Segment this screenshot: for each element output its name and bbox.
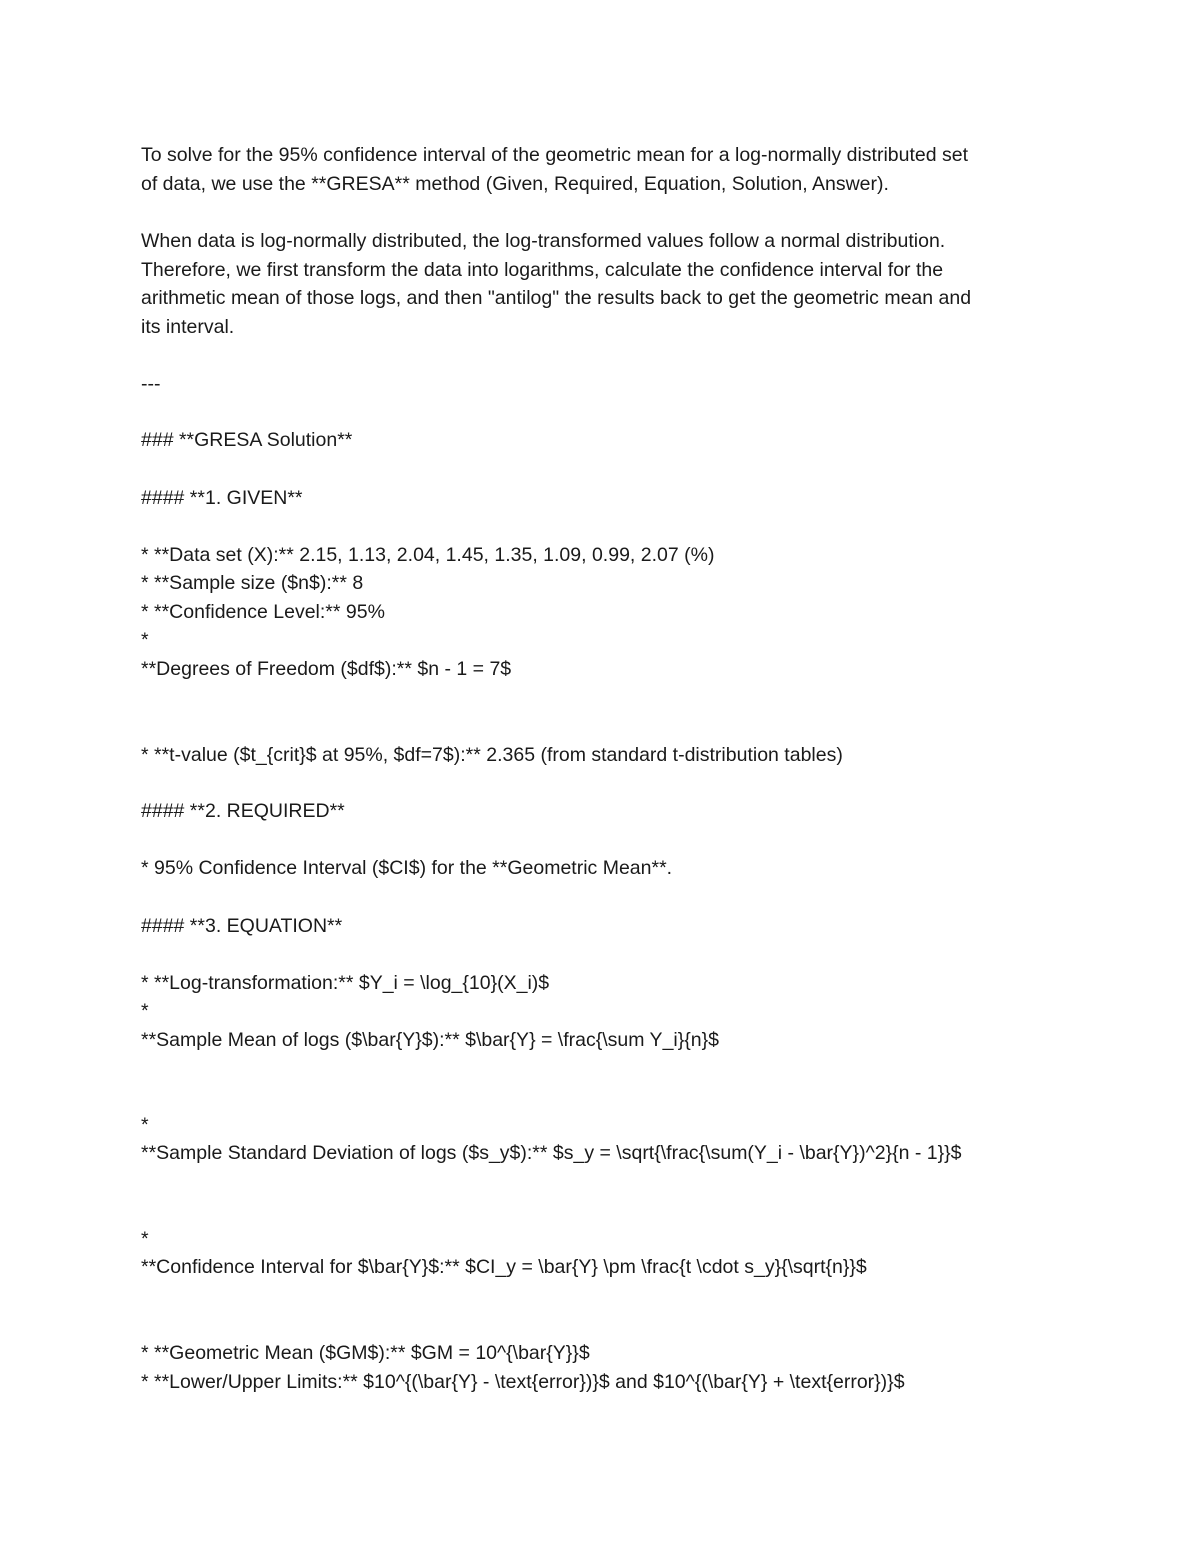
explanation-line-1: When data is log-normally distributed, the log-transformed values follow a normal distribution. bbox=[141, 230, 946, 252]
equation-geometric-mean: * **Geometric Mean ($GM$):** $GM = 10^{\bar{Y}}$ bbox=[141, 1342, 590, 1364]
given-heading: #### **1. GIVEN** bbox=[141, 487, 303, 509]
required-item: * 95% Confidence Interval ($CI$) for the **Geometric Mean**. bbox=[141, 857, 673, 879]
solution-heading: ### **GRESA Solution** bbox=[141, 429, 353, 451]
equation-bullet-3: * bbox=[141, 1228, 149, 1250]
equation-log-transformation: * **Log-transformation:** $Y_i = \log_{10}(X_i)$ bbox=[141, 972, 550, 994]
given-data-set: * **Data set (X):** 2.15, 1.13, 2.04, 1.45, 1.35, 1.09, 0.99, 2.07 (%) bbox=[141, 544, 715, 566]
required-heading: #### **2. REQUIRED** bbox=[141, 800, 345, 822]
equation-bullet-2: * bbox=[141, 1114, 149, 1136]
equation-bullet-1: * bbox=[141, 1000, 149, 1022]
given-bullet: * bbox=[141, 629, 149, 651]
explanation-line-3: arithmetic mean of those logs, and then "antilog" the results back to get the geometric mean and bbox=[141, 287, 972, 309]
intro-line-2: of data, we use the **GRESA** method (Given, Required, Equation, Solution, Answer). bbox=[141, 173, 889, 195]
given-degrees-of-freedom: **Degrees of Freedom ($df$):** $n - 1 = 7$ bbox=[141, 658, 512, 680]
given-sample-size: * **Sample size ($n$):** 8 bbox=[141, 572, 364, 594]
given-t-value: * **t-value ($t_{crit}$ at 95%, $df=7$):** 2.365 (from standard t-distribution tables) bbox=[141, 744, 843, 766]
given-confidence-level: * **Confidence Level:** 95% bbox=[141, 601, 385, 623]
intro-line-1: To solve for the 95% confidence interval of the geometric mean for a log-normally distributed set bbox=[141, 144, 969, 166]
equation-standard-deviation: **Sample Standard Deviation of logs ($s_y$):** $s_y = \sqrt{\frac{\sum(Y_i - \bar{Y})^2}{n - 1}}$ bbox=[141, 1142, 962, 1164]
equation-limits: * **Lower/Upper Limits:** $10^{(\bar{Y} - \text{error})}$ and $10^{(\bar{Y} + \text{error})}$ bbox=[141, 1371, 905, 1393]
equation-sample-mean: **Sample Mean of logs ($\bar{Y}$):** $\bar{Y} = \frac{\sum Y_i}{n}$ bbox=[141, 1029, 719, 1051]
explanation-line-4: its interval. bbox=[141, 316, 235, 338]
equation-heading: #### **3. EQUATION** bbox=[141, 915, 343, 937]
equation-confidence-interval: **Confidence Interval for $\bar{Y}$:** $CI_y = \bar{Y} \pm \frac{t \cdot s_y}{\sqrt{n}}$ bbox=[141, 1256, 867, 1278]
separator: --- bbox=[141, 373, 161, 395]
explanation-line-2: Therefore, we first transform the data into logarithms, calculate the confidence interval for the bbox=[141, 259, 944, 281]
